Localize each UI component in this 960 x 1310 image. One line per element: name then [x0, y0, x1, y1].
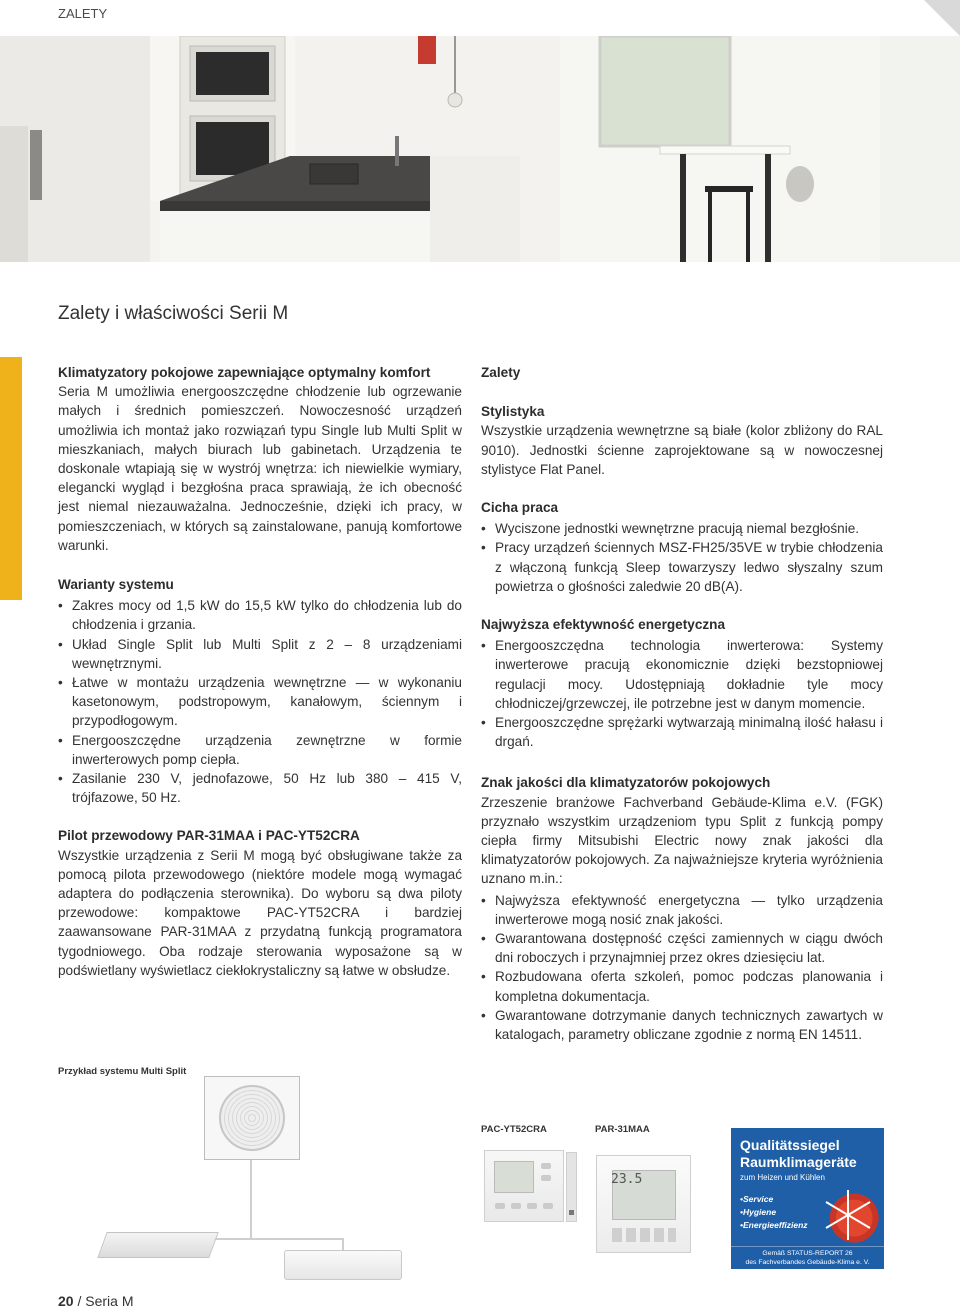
seal-title-line2: Raumklimageräte — [740, 1154, 857, 1170]
cassette-unit-image — [97, 1232, 218, 1258]
list-item: • Pracy urządzeń ściennych MSZ-FH25/35VE w trybie chłodzenia z włączoną funkcją Sleep towarzyszy ledwo słyszalny szum powietrza o głośności zaledwie 20 dB(A). — [481, 538, 883, 596]
remote-button — [527, 1203, 537, 1209]
remote-screen — [494, 1161, 534, 1193]
page-section-label: ZALETY — [58, 6, 108, 21]
list-item: • Rozbudowana oferta szkoleń, pomoc podczas planowania i kompletna dokumentacja. — [481, 967, 883, 1005]
remote-button — [541, 1175, 551, 1181]
quiet-list — [481, 519, 883, 596]
fan-icon — [219, 1085, 285, 1151]
accent-bar — [0, 357, 22, 600]
corner-tab — [924, 0, 960, 36]
list-item: • Energooszczędne urządzenia zewnętrzne w formie inwerterowych pomp ciepła. — [58, 731, 462, 769]
seal-subtitle: zum Heizen und Kühlen — [740, 1173, 825, 1182]
list-item: • Zakres mocy od 1,5 kW do 15,5 kW tylko do chłodzenia lub do chłodzenia i grzania. — [58, 596, 462, 634]
remote-button — [541, 1163, 551, 1169]
intro-heading: Klimatyzatory pokojowe zapewniające optymalny komfort — [58, 365, 431, 380]
kitchen-illustration — [0, 36, 960, 262]
remote-buttons — [612, 1228, 676, 1242]
intro-text: Seria M umożliwia energooszczędne chłodzenie lub ogrzewanie małych i średnich pomieszczeń. Nowoczesność urządzeń umożliwia ich montaż jako rozwiązań typu Single lub Multi Split w mieszkaniach, małych biurach lub gabinetach. Urządzenia te doskonale wtapiają się w wystrój wnętrza: ich niewielkie wymiary, elegancki wygląd i bezgłośna praca sprawiają, że ich obecność jest niemal niezauważalna. Jednocześnie, dzięki ich pracy, w pomieszczeniach, w których są zainstalowane, panują komfortowe warunki. — [58, 384, 462, 553]
efficiency-heading: Najwyższa efektywność energetyczna — [481, 617, 726, 633]
snowflake-sun-icon — [817, 1184, 879, 1246]
remote-display: 23.5 — [611, 1172, 643, 1187]
footer-series: Seria M — [85, 1293, 134, 1309]
multi-split-caption: Przykład systemu Multi Split — [58, 1066, 187, 1077]
section-title: Zalety i właściwości Serii M — [58, 303, 289, 324]
style-text: Wszystkie urządzenia wewnętrzne są białe (kolor zbliżony do RAL 9010). Jednostki ścienne zaprojektowane są w nowoczesnej stylistyce Flat Panel. — [481, 423, 883, 477]
advantages-heading: Zalety — [481, 365, 521, 380]
seal-footer — [731, 1246, 884, 1269]
seal-list — [740, 1193, 808, 1232]
par-caption: PAR-31MAA — [595, 1124, 650, 1135]
remote-knob — [569, 1210, 574, 1215]
seal-title-line1: Qualitätssiegel — [740, 1137, 840, 1153]
right-column — [481, 363, 883, 1044]
seal-item: • Service — [740, 1193, 808, 1206]
pac-remote-side-image — [566, 1152, 577, 1222]
seal-footer-line2: des Fachverbandes Gebäude-Klima e. V. — [745, 1259, 870, 1266]
efficiency-list — [481, 636, 883, 751]
pac-remote-image — [484, 1150, 564, 1222]
quality-text: Zrzeszenie branżowe Fachverband Gebäude-Klima e.V. (FGK) przyznało wszystkim urządzeniom typu Split z funkcją pompy ciepła firmy Mitsubishi Electric nowy znak jakości dla klimatyzatorów pokojowych. Za najważniejsze kryteria wyróżnienia uznano m.in.: — [481, 794, 883, 887]
variants-heading: Warianty systemu — [58, 577, 174, 593]
seal-item: • Energieeffizienz — [740, 1219, 808, 1232]
seal-item: • Hygiene — [740, 1206, 808, 1219]
list-item: • Najwyższa efektywność energetyczna — tylko urządzenia inwerterowe mogą nosić znak jakości. — [481, 891, 883, 929]
list-item: • Gwarantowane dotrzymanie danych technicznych zawartych w katalogach, parametry obliczane zgodnie z normą EN 14511. — [481, 1006, 883, 1044]
list-item: • Energooszczędne sprężarki wytwarzają minimalną ilość hałasu i drgań. — [481, 713, 883, 751]
par-remote-image — [596, 1155, 691, 1253]
remote-button — [495, 1203, 505, 1209]
remote-button — [543, 1203, 553, 1209]
list-item: • Gwarantowana dostępność części zamiennych w ciągu dwóch dni roboczych i przynajmniej przez okres dziesięciu lat. — [481, 929, 883, 967]
list-item: • Układ Single Split lub Multi Split z 2 – 8 urządzeniami wewnętrznymi. — [58, 635, 462, 673]
pipe-line — [252, 1238, 342, 1240]
list-item: • Energooszczędna technologia inwerterowa: Systemy inwerterowe pracują ekonomicznie dzięki bezstopniowej regulacji mocy. Udostępniają dokładnie tyle mocy chłodniczej/grzewczej, ile potrzebne jest w danym momencie. — [481, 636, 883, 713]
wall-unit-image — [284, 1250, 402, 1280]
list-item: • Łatwe w montażu urządzenia wewnętrzne — w wykonaniu kasetonowym, podstropowym, kanałowym, ściennym i przypodłogowym. — [58, 673, 462, 731]
style-heading: Stylistyka — [481, 404, 545, 420]
quality-seal — [731, 1128, 884, 1269]
footer-separator: / — [73, 1293, 86, 1309]
pipe-line — [342, 1238, 344, 1250]
seal-footer-line1: Gemäß STATUS-REPORT 26 — [762, 1250, 853, 1257]
page-number: 20 — [58, 1293, 74, 1309]
remote-button — [511, 1203, 521, 1209]
outdoor-unit-image — [204, 1076, 300, 1160]
remote-text: Wszystkie urządzenia z Serii M mogą być obsługiwane także za pomocą pilota przewodowego (niektóre modele mogą wymagać adaptera do podłączenia sterownika). Do wyboru są dwa piloty przewodowe: kompaktowe PAC-YT52CRA i bardziej zaawansowane PAR-31MAA z przydatną funkcją programatora tygodniowego. Oba rodzaje sterowania wyposażone są w podświetlany wyświetlacz ciekłokrystaliczny są łatwe w obsłudze. — [58, 847, 462, 978]
kitchen-photo — [0, 36, 960, 262]
pipe-line — [250, 1160, 252, 1240]
quiet-heading: Cicha praca — [481, 500, 559, 516]
page-footer — [58, 1293, 133, 1309]
list-item: • Wyciszone jednostki wewnętrzne pracują niemal bezgłośnie. — [481, 519, 883, 538]
remote-heading: Pilot przewodowy PAR-31MAA i PAC-YT52CRA — [58, 828, 360, 844]
pac-caption: PAC-YT52CRA — [481, 1124, 547, 1135]
quality-list — [481, 891, 883, 1045]
list-item: • Zasilanie 230 V, jednofazowe, 50 Hz lub 380 – 415 V, trójfazowe, 50 Hz. — [58, 769, 462, 807]
quality-heading: Znak jakości dla klimatyzatorów pokojowych — [481, 775, 771, 791]
left-column — [58, 363, 462, 980]
variants-list — [58, 596, 462, 807]
